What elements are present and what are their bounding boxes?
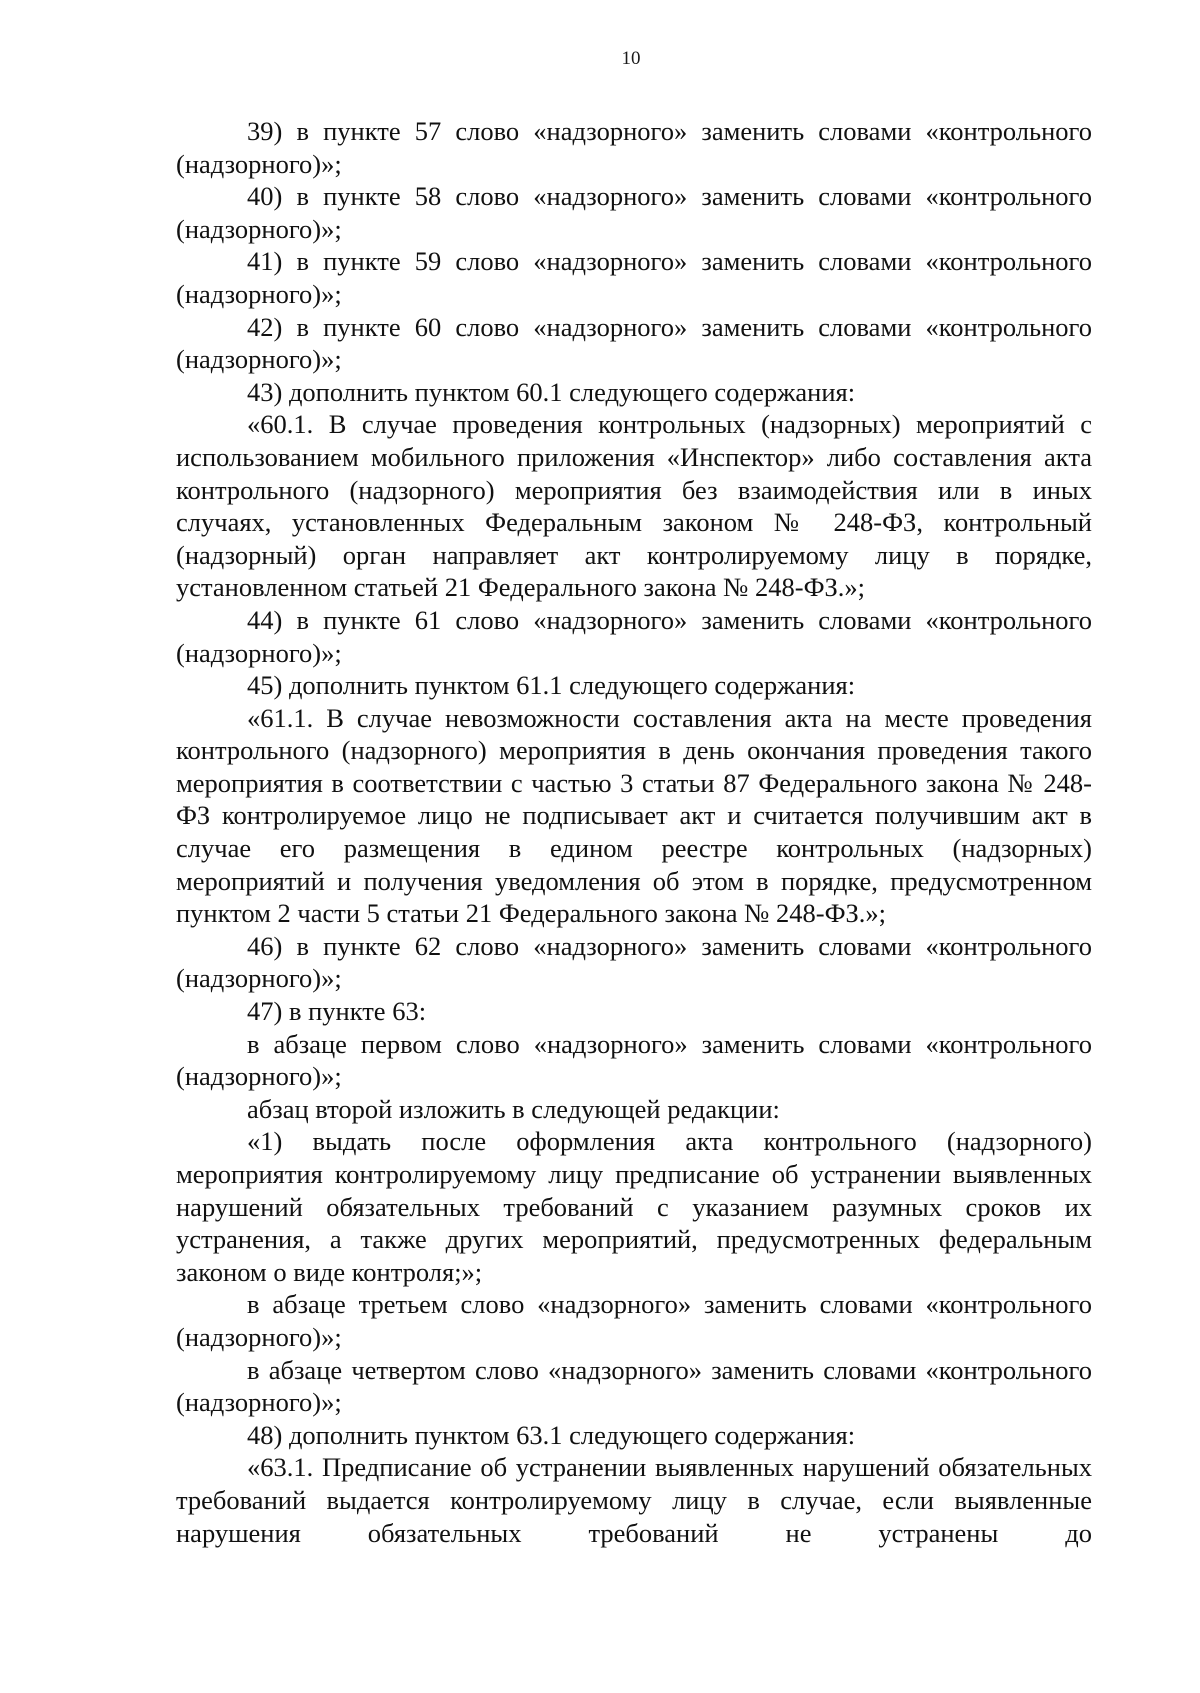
page-number: 10 xyxy=(621,48,641,69)
paragraph-47-abzac-4: в абзаце четвертом слово «надзорного» заменить словами «контрольного (надзорного)»; xyxy=(176,1354,1092,1418)
paragraph-47-abzac-1: в абзаце первом слово «надзорного» заменить словами «контрольного (надзорного)»; xyxy=(176,1028,1092,1092)
paragraph-45: 45) дополнить пунктом 61.1 следующего содержания: xyxy=(247,670,856,701)
paragraph-47-quote: «1) выдать после оформления акта контрольного (надзорного) мероприятия контролируемому лицу предписание об устранении выявленных нарушений обязательных требований с указанием разумных сроков их устранения, а также других мероприятий, предусмотренных федеральным законом о виде контроля;»; xyxy=(176,1126,1092,1287)
paragraph-42: 42) в пункте 60 слово «надзорного» заменить словами «контрольного (надзорного)»; xyxy=(176,311,1092,375)
paragraph-47-abzac-3: в абзаце третьем слово «надзорного» заменить словами «контрольного (надзорного)»; xyxy=(176,1289,1092,1352)
paragraph-61-1: «61.1. В случае невозможности составления акта на месте проведения контрольного (надзорного) мероприятия в день окончания проведения такого мероприятия в соответствии с частью 3 статьи 87 Федерального закона № 248-ФЗ контролируемое лицо не подписывает акт и считается получившим акт в случае его размещения в едином реестре контрольных (надзорных) мероприятий и получения уведомления об этом в порядке, предусмотренном пунктом 2 части 5 статьи 21 Федерального закона № 248-ФЗ.»; xyxy=(176,702,1092,929)
paragraph-60-1: «60.1. В случае проведения контрольных (надзорных) мероприятий с использованием мобильного приложения «Инспектор» либо составления акта контрольного (надзорного) мероприятия без взаимодействия или в иных случаях, установленных Федеральным законом № 248-ФЗ, контрольный (надзорный) орган направляет акт контролируемому лицу в порядке, установленном статьей 21 Федерального закона № 248-ФЗ.»; xyxy=(176,409,1092,603)
paragraph-47-abzac-2: абзац второй изложить в следующей редакции: xyxy=(247,1093,780,1124)
paragraph-47: 47) в пункте 63: xyxy=(247,996,427,1027)
paragraph-44: 44) в пункте 61 слово «надзорного» заменить словами «контрольного (надзорного)»; xyxy=(176,604,1092,668)
paragraph-43: 43) дополнить пунктом 60.1 следующего содержания: xyxy=(247,376,856,407)
paragraph-63-1: «63.1. Предписание об устранении выявленных нарушений обязательных требований выдается контролируемому лицу в случае, если выявленные нарушения обязательных требований не устранены до xyxy=(176,1452,1092,1548)
paragraph-40: 40) в пункте 58 слово «надзорного» заменить словами «контрольного (надзорного)»; xyxy=(176,181,1092,244)
paragraph-48: 48) дополнить пунктом 63.1 следующего содержания: xyxy=(247,1419,856,1450)
document-body xyxy=(176,115,1092,1549)
paragraph-41: 41) в пункте 59 слово «надзорного» заменить словами «контрольного (надзорного)»; xyxy=(176,246,1092,309)
paragraph-39: 39) в пункте 57 слово «надзорного» заменить словами «контрольного (надзорного)»; xyxy=(176,116,1092,179)
paragraph-46: 46) в пункте 62 слово «надзорного» заменить словами «контрольного (надзорного)»; xyxy=(176,930,1092,994)
